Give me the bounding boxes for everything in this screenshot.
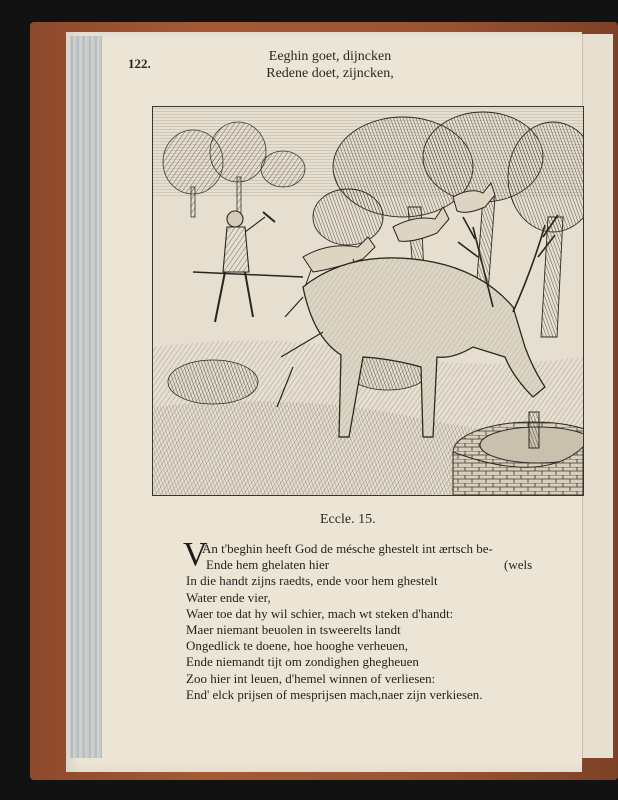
- verse-line: Maer niemant beuolen in tsweerelts landt: [186, 622, 401, 638]
- verse-line-suffix: (wels: [504, 557, 533, 573]
- running-header: [200, 48, 460, 82]
- verse-line: Zoo hier int leuen, d'hemel winnen of verliesen:: [186, 670, 436, 686]
- page-edges: [70, 36, 102, 758]
- verse-line: [186, 557, 581, 573]
- verse-line: Ende niemandt tijt om zondighen ghegheuen: [186, 654, 419, 670]
- verse-text: [186, 541, 581, 703]
- engraving-stag-at-fountain: [152, 106, 584, 496]
- verse-line-text: Ende hem ghelaten hier: [206, 557, 330, 573]
- drop-cap-initial: V: [183, 536, 208, 573]
- verse-line: In die handt zijns raedts, ende voor hem ghestelt: [186, 573, 438, 589]
- header-line-2: Redene doet, zijncken,: [266, 66, 394, 81]
- verse-line: Water ende vier,: [186, 589, 271, 605]
- facing-page-edge: [582, 34, 613, 758]
- verse-line: End' elck prijsen of mesprijsen mach,naer zijn verkiesen.: [186, 686, 483, 702]
- verse-line: An t'beghin heeft God de mésche ghestelt int ærtsch be-: [202, 541, 493, 556]
- scripture-reference: Eccle. 15.: [320, 512, 376, 527]
- header-line-1: Eeghin goet, dijncken: [268, 49, 392, 64]
- page-number: 122.: [128, 56, 151, 71]
- verse-line: Ongedlick te doene, hoe hooghe verheuen,: [186, 638, 409, 654]
- verse-line: Waer toe dat hy wil schier, mach wt steken d'handt:: [186, 605, 454, 621]
- engraving-svg: [153, 107, 583, 495]
